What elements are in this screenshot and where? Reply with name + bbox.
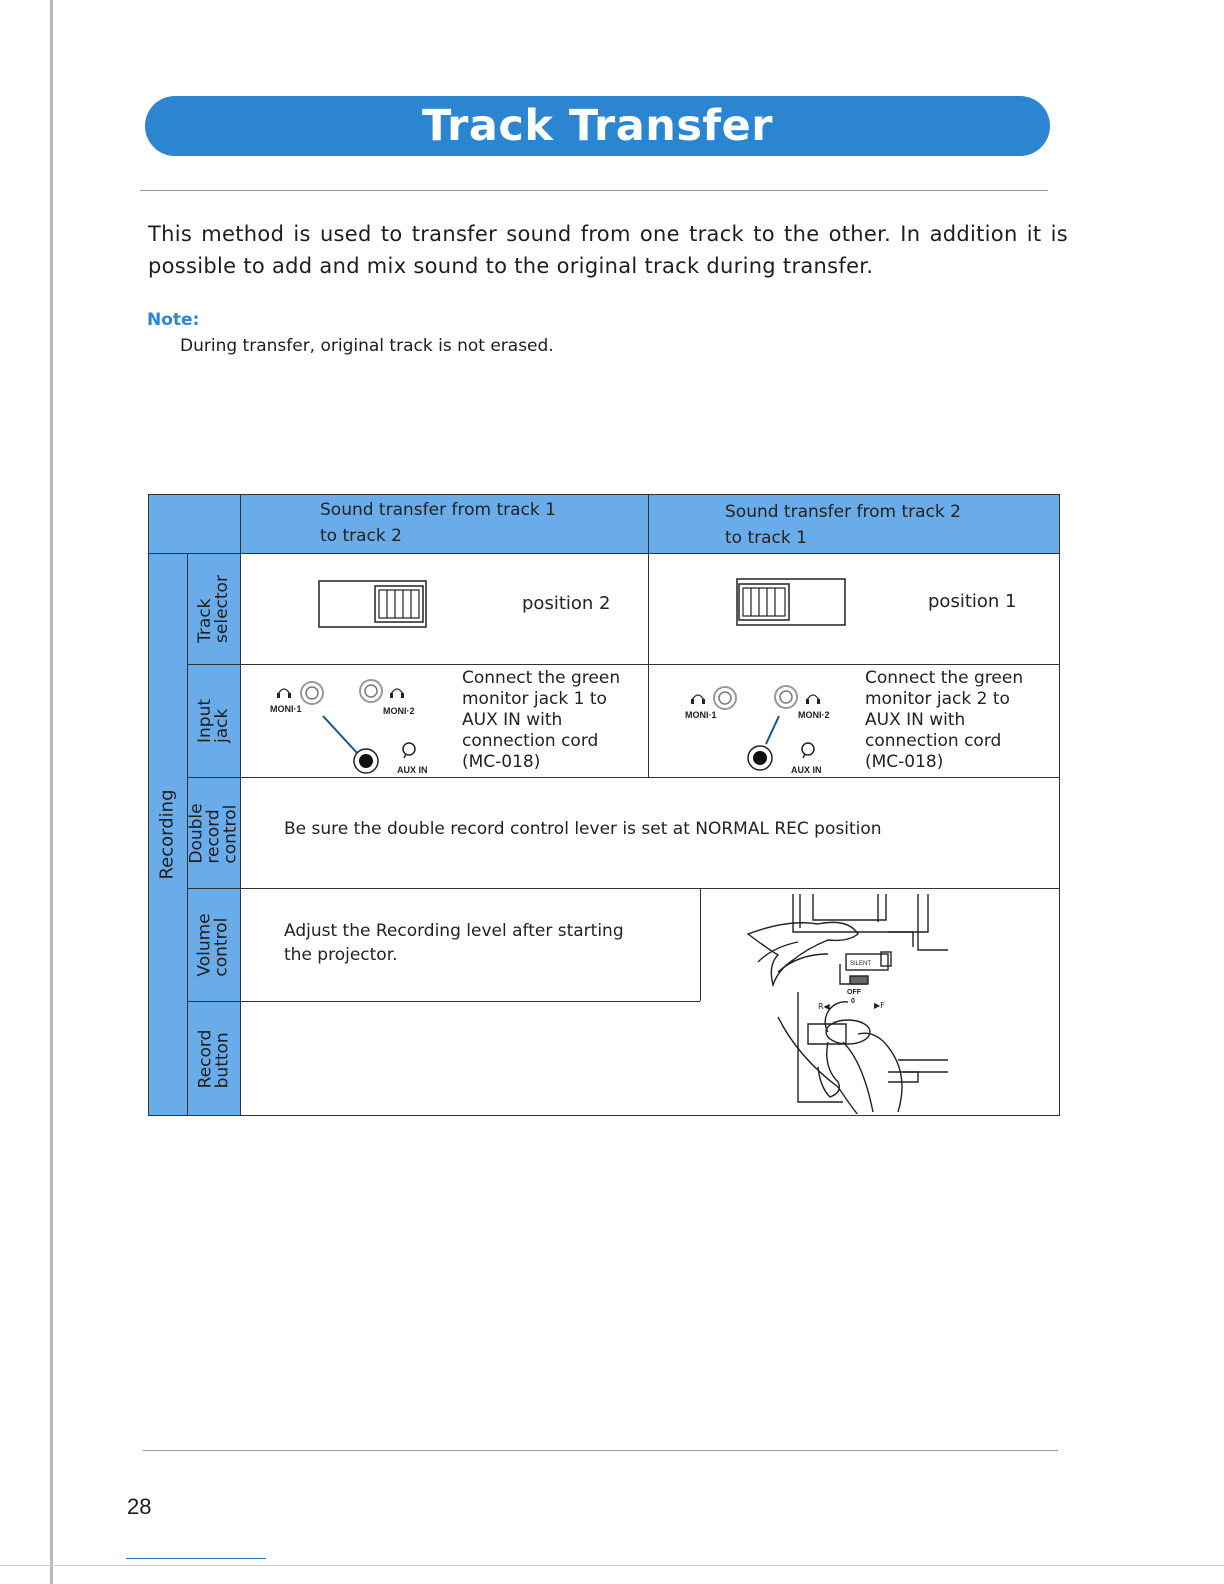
footer-divider xyxy=(143,1450,1058,1451)
svg-text:R◀: R◀ xyxy=(818,1002,830,1011)
page-number: 28 xyxy=(127,1494,152,1519)
row-label-double-record: Double record control xyxy=(186,802,241,864)
jack-diagram-col1 xyxy=(266,674,466,774)
volume-control-instructions: Adjust the Recording level after starting the projector. xyxy=(284,921,624,965)
intro-paragraph: This method is used to transfer sound from one track to the other. In addition it is possible to add and mix sound to the original track during transfer. xyxy=(148,222,1068,278)
row-label-volume-control: Volume control xyxy=(195,913,233,977)
track-selector-col1-value: position 2 xyxy=(522,593,611,614)
double-record-instructions: Be sure the double record control lever is set at NORMAL REC position xyxy=(284,819,882,839)
note-label: Note: xyxy=(147,310,200,330)
page-title: Track Transfer xyxy=(422,101,773,151)
projector-control-illustration xyxy=(738,892,1058,1114)
jack-label-aux-col1: AUX IN xyxy=(397,765,428,775)
track-selector-switch-position-1 xyxy=(736,578,848,628)
jack-label-moni1-col1: MONI·1 xyxy=(270,704,302,714)
note-text: During transfer, original track is not erased. xyxy=(180,336,554,356)
track-selector-switch-position-2 xyxy=(318,580,428,630)
recording-section-label: Recording xyxy=(157,789,178,880)
jack-diagram-col2 xyxy=(678,674,878,774)
svg-text:0: 0 xyxy=(851,998,855,1005)
jack-label-moni2-col2: MONI·2 xyxy=(798,710,830,720)
page-spine xyxy=(50,0,53,1584)
row-label-input-jack: Input jack xyxy=(195,698,232,744)
jack-label-moni1-col2: MONI·1 xyxy=(685,710,717,720)
input-jack-col1-instructions: Connect the green monitor jack 1 to AUX IN with connection cord (MC-018) xyxy=(462,668,621,772)
col2-header: Sound transfer from track 2 to track 1 xyxy=(725,502,961,548)
svg-text:SILENT: SILENT xyxy=(850,961,872,967)
track-selector-col2-value: position 1 xyxy=(928,591,1017,612)
svg-text:OFF: OFF xyxy=(847,989,861,996)
footer-bottom-rule xyxy=(0,1565,1224,1566)
header-divider xyxy=(140,190,1048,191)
input-jack-col2-instructions: Connect the green monitor jack 2 to AUX IN with connection cord (MC-018) xyxy=(865,668,1024,772)
row-label-record-button: Record button xyxy=(195,1029,232,1088)
jack-label-moni2-col1: MONI·2 xyxy=(383,706,415,716)
row-label-track-selector: Track selector xyxy=(195,575,232,643)
col1-header: Sound transfer from track 1 to track 2 xyxy=(320,500,556,546)
footer-link-line xyxy=(126,1558,266,1559)
jack-label-aux-col2: AUX IN xyxy=(791,765,822,775)
track-transfer-table xyxy=(148,494,1060,1116)
title-banner xyxy=(145,96,1050,156)
svg-text:▶F: ▶F xyxy=(874,1001,885,1010)
